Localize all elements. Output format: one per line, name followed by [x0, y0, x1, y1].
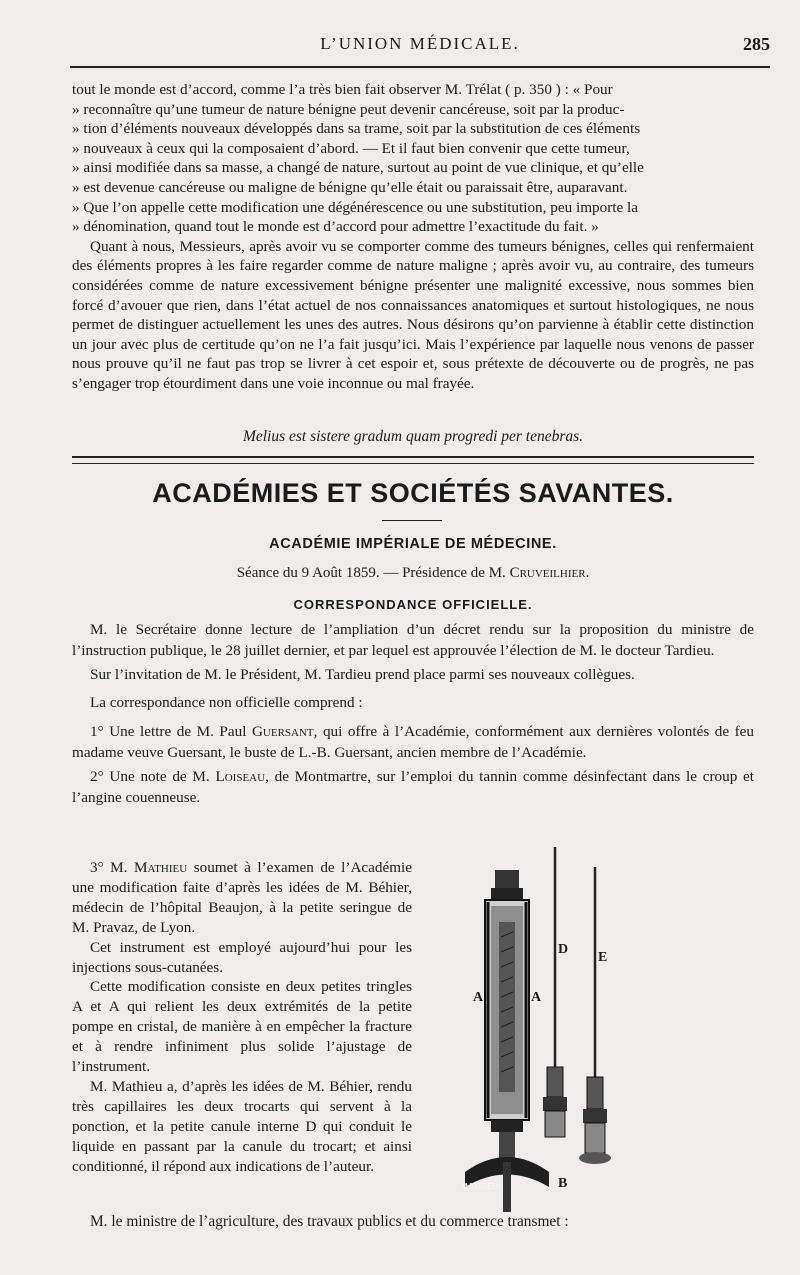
- tardieu-paragraph: Sur l’invitation de M. le Président, M. Tardieu prend place parmi ses nouveaux collègues.: [90, 666, 635, 683]
- item-mathieu: [72, 858, 412, 938]
- syringe-engraving: [455, 842, 655, 1212]
- syringe-description: [72, 858, 412, 1177]
- quote-line: » Que l’on appelle cette modification une dégénérescence ou une substitution, peu importe la: [72, 198, 638, 216]
- session-line: [72, 565, 754, 582]
- correspondence-body: [72, 620, 754, 808]
- session-suffix: .: [585, 565, 590, 581]
- person-name: Loiseau: [215, 768, 266, 786]
- academy-title: ACADÉMIE IMPÉRIALE DE MÉDECINE.: [269, 536, 557, 552]
- mathieu-paragraph: M. Mathieu a, d’après les idées de M. Béhier, rendu très capillaires les deux trocarts qui servent à la ponction, et la petite canule interne D qui conduit le liquide en passant par la canule du trocart; et ainsi conditionné, il répond aux indications de l’auteur.: [72, 1077, 412, 1175]
- page-number: 285: [743, 34, 770, 54]
- section-title: ACADÉMIES ET SOCIÉTÉS SAVANTES.: [152, 478, 674, 508]
- modification-paragraph: Cette modification consiste en deux petites tringles A et A qui relient les deux extrémités de la petite pompe en cristal, de manière à en empêcher la fracture et à rendre infiniment plus solide l’ajustage de l’instrument.: [72, 978, 412, 1076]
- last-line: M. le ministre de l’agriculture, des travaux publics et du commerce transmet :: [90, 1213, 569, 1230]
- quoted-paragraph: [72, 80, 754, 394]
- official-paragraph: M. le Secrétaire donne lecture de l’ampliation d’un décret rendu sur la proposition du ministre de l’instruction publique, le 28 juillet dernier, et par lequel est approuvée l’élection de M. le docteur Tardieu.: [72, 621, 754, 659]
- session-president: Cruveilhier: [509, 565, 586, 581]
- quote-line: » nouveaux à ceux qui la composaient d’abord. — Et il faut bien convenir que cette tumeur,: [72, 139, 630, 157]
- quote-text: [72, 80, 754, 237]
- quote-line: » ainsi modifiée dans sa masse, a changé de nature, surtout au point de vue clinique, et qu’elle: [72, 159, 644, 177]
- label-e: E: [598, 950, 608, 965]
- correspondence-title: CORRESPONDANCE OFFICIELLE.: [293, 597, 533, 612]
- quote-line: » est devenue cancéreuse ou maligne de bénigne qu’elle était ou paraissait être, auparavant.: [72, 178, 628, 196]
- session-prefix: Séance du 9 Août 1859. — Présidence de M.: [236, 565, 510, 581]
- running-title: L’UNION MÉDICALE.: [320, 34, 520, 53]
- item-prefix: 2° Une note de M.: [90, 768, 216, 786]
- quote-line: » dénomination, quand tout le monde est d’accord pour admettre l’exactitude du fait. »: [72, 218, 599, 236]
- page-header: [70, 30, 770, 62]
- unofficial-intro: La correspondance non officielle comprend :: [90, 693, 363, 711]
- quote-line: tout le monde est d’accord, comme l’a très bien fait observer M. Trélat ( p. 350 ) : « Pour: [72, 81, 613, 98]
- quote-line: » reconnaître qu’une tumeur de nature bénigne peut devenir cancéreuse, soit par la produc-: [72, 100, 625, 118]
- syringe-illustration: [455, 842, 655, 1212]
- label-a-left: A: [473, 990, 484, 1005]
- section-divider: [72, 456, 754, 464]
- conclusion-paragraph: Quant à nous, Messieurs, après avoir vu se comporter comme des tumeurs bénignes, celles qui renfermaient des éléments propres à les faire regarder comme de nature maligne ; après avoir vu, au contraire, des tumeurs considérées comme de nature excessivement bénigne présenter une malignité excessive, nous sommes bien forcé d’avouer que rien, dans l’état actuel de nos connaissances anatomiques et surtout histologiques, ne nous permet de distinguer actuellement les unes des autres. Nous désirons qu’on parvienne à établir cette distinction un jour avec plus de certitude qu’on ne l’a fait jusqu’ici. Mais l’expérience par laquelle nous venons de passer nous prouve qu’il ne faut pas trop se livrer à cet espoir et, sous prétexte de découverte ou de progrès, ne pas s’engager trop étourdiment dans une voie inconnue ou mal frayée.: [72, 237, 754, 392]
- item-guersant: [72, 722, 754, 763]
- title-rule: [382, 520, 442, 521]
- item-loiseau: [72, 767, 754, 808]
- label-b: B: [558, 1176, 568, 1191]
- instrument-paragraph: Cet instrument est employé aujourd’hui pour les injections sous-cutanées.: [72, 938, 412, 976]
- person-name: Mathieu: [133, 859, 188, 876]
- item-text: , qui offre à l’Académie, conformément aux dernières volontés de feu madame veuve Guersant, le buste de L.-B. Guersant, ancien membre de l’Académie.: [72, 723, 754, 761]
- item-text: , de Montmartre, sur l’emploi du tannin comme désinfectant dans le croup et l’angine couenneuse.: [72, 768, 754, 806]
- person-name: Guersant: [251, 723, 314, 741]
- item-prefix: 3° M.: [90, 859, 134, 876]
- latin-motto: Melius est sistere gradum quam progredi per tenebras.: [242, 428, 584, 445]
- label-a-right: A: [531, 990, 542, 1005]
- item-prefix: 1° Une lettre de M. Paul: [90, 723, 252, 741]
- quote-line: » tion d’éléments nouveaux développés dans sa trame, soit par la substitution de ces éléments: [72, 120, 641, 138]
- maker-stamp: MATHIEU: [461, 1182, 499, 1191]
- header-rule: [70, 66, 770, 68]
- item-text: soumet à l’examen de l’Académie une modification faite d’après les idées de M. Béhier, médecin de l’hôpital Beaujon, à la petite seringue de M. Pravaz, de Lyon.: [72, 859, 412, 936]
- label-d: D: [558, 942, 569, 957]
